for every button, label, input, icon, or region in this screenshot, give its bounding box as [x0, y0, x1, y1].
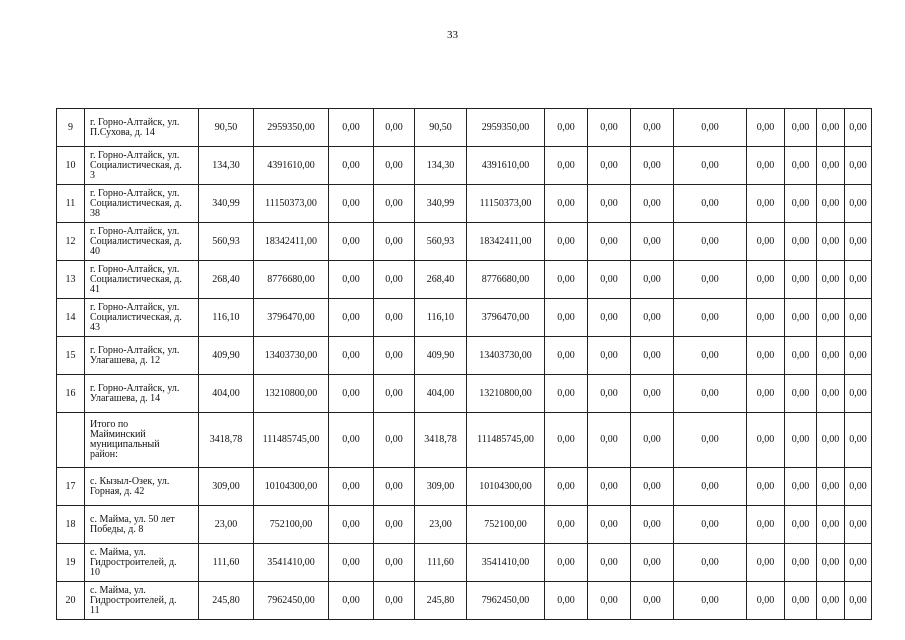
- area-cell: 560,93: [415, 223, 467, 261]
- cost-cell: 10104300,00: [467, 468, 545, 506]
- zero-cell: 0,00: [329, 223, 374, 261]
- zero-cell: 0,00: [545, 468, 588, 506]
- zero-cell: 0,00: [329, 506, 374, 544]
- zero-cell: 0,00: [785, 582, 817, 620]
- cost-cell: 7962450,00: [254, 582, 329, 620]
- zero-cell: 0,00: [588, 506, 631, 544]
- zero-cell: 0,00: [817, 261, 845, 299]
- cost-cell: 111485745,00: [254, 413, 329, 468]
- zero-cell: 0,00: [785, 506, 817, 544]
- zero-cell: 0,00: [747, 468, 785, 506]
- address-cell: с. Майма, ул. Гидростроителей, д. 11: [85, 582, 199, 620]
- zero-cell: 0,00: [674, 468, 747, 506]
- cost-cell: 3796470,00: [467, 299, 545, 337]
- zero-cell: 0,00: [785, 185, 817, 223]
- zero-cell: 0,00: [631, 109, 674, 147]
- page-number: 33: [447, 29, 458, 41]
- zero-cell: 0,00: [588, 185, 631, 223]
- row-number-cell: 10: [57, 147, 85, 185]
- address-cell: г. Горно-Алтайск, ул. Улагашева, д. 14: [85, 375, 199, 413]
- row-number-cell: 18: [57, 506, 85, 544]
- area-cell: 309,00: [199, 468, 254, 506]
- area-cell: 134,30: [199, 147, 254, 185]
- table-row: [57, 544, 872, 582]
- zero-cell: 0,00: [747, 109, 785, 147]
- area-cell: 23,00: [199, 506, 254, 544]
- cost-cell: 2959350,00: [254, 109, 329, 147]
- housing-cost-table: [56, 108, 872, 620]
- zero-cell: 0,00: [817, 223, 845, 261]
- zero-cell: 0,00: [329, 413, 374, 468]
- zero-cell: 0,00: [747, 299, 785, 337]
- zero-cell: 0,00: [588, 468, 631, 506]
- area-cell: 268,40: [415, 261, 467, 299]
- zero-cell: 0,00: [817, 582, 845, 620]
- zero-cell: 0,00: [545, 185, 588, 223]
- area-cell: 111,60: [199, 544, 254, 582]
- cost-cell: 3541410,00: [254, 544, 329, 582]
- cost-cell: 7962450,00: [467, 582, 545, 620]
- subtotal-row: [57, 413, 872, 468]
- table-row: [57, 468, 872, 506]
- cost-cell: 18342411,00: [254, 223, 329, 261]
- zero-cell: 0,00: [845, 506, 872, 544]
- cost-cell: 752100,00: [254, 506, 329, 544]
- zero-cell: 0,00: [631, 185, 674, 223]
- row-number-cell: 13: [57, 261, 85, 299]
- table-row: [57, 375, 872, 413]
- area-cell: 3418,78: [199, 413, 254, 468]
- zero-cell: 0,00: [588, 299, 631, 337]
- zero-cell: 0,00: [785, 337, 817, 375]
- cost-cell: 18342411,00: [467, 223, 545, 261]
- zero-cell: 0,00: [785, 468, 817, 506]
- zero-cell: 0,00: [374, 468, 415, 506]
- row-number-cell: 20: [57, 582, 85, 620]
- area-cell: 404,00: [199, 375, 254, 413]
- cost-cell: 4391610,00: [254, 147, 329, 185]
- zero-cell: 0,00: [631, 468, 674, 506]
- zero-cell: 0,00: [674, 337, 747, 375]
- cost-cell: 13210800,00: [467, 375, 545, 413]
- zero-cell: 0,00: [845, 147, 872, 185]
- zero-cell: 0,00: [374, 506, 415, 544]
- zero-cell: 0,00: [747, 337, 785, 375]
- area-cell: 560,93: [199, 223, 254, 261]
- zero-cell: 0,00: [329, 582, 374, 620]
- zero-cell: 0,00: [631, 375, 674, 413]
- area-cell: 116,10: [199, 299, 254, 337]
- zero-cell: 0,00: [631, 299, 674, 337]
- cost-cell: 111485745,00: [467, 413, 545, 468]
- row-number-cell: 14: [57, 299, 85, 337]
- zero-cell: 0,00: [588, 582, 631, 620]
- zero-cell: 0,00: [374, 147, 415, 185]
- zero-cell: 0,00: [329, 337, 374, 375]
- area-cell: 23,00: [415, 506, 467, 544]
- cost-cell: 13210800,00: [254, 375, 329, 413]
- zero-cell: 0,00: [817, 337, 845, 375]
- table-row: [57, 582, 872, 620]
- zero-cell: 0,00: [588, 109, 631, 147]
- zero-cell: 0,00: [785, 147, 817, 185]
- zero-cell: 0,00: [631, 413, 674, 468]
- zero-cell: 0,00: [845, 413, 872, 468]
- area-cell: 245,80: [199, 582, 254, 620]
- row-number-cell: 12: [57, 223, 85, 261]
- zero-cell: 0,00: [588, 375, 631, 413]
- area-cell: 340,99: [199, 185, 254, 223]
- cost-cell: 8776680,00: [467, 261, 545, 299]
- zero-cell: 0,00: [545, 261, 588, 299]
- zero-cell: 0,00: [374, 582, 415, 620]
- zero-cell: 0,00: [817, 185, 845, 223]
- zero-cell: 0,00: [845, 223, 872, 261]
- zero-cell: 0,00: [374, 337, 415, 375]
- zero-cell: 0,00: [374, 299, 415, 337]
- area-cell: 116,10: [415, 299, 467, 337]
- area-cell: 90,50: [415, 109, 467, 147]
- address-cell: г. Горно-Алтайск, ул. П.Сухова, д. 14: [85, 109, 199, 147]
- zero-cell: 0,00: [545, 375, 588, 413]
- zero-cell: 0,00: [588, 261, 631, 299]
- zero-cell: 0,00: [817, 506, 845, 544]
- zero-cell: 0,00: [588, 337, 631, 375]
- zero-cell: 0,00: [674, 299, 747, 337]
- area-cell: 134,30: [415, 147, 467, 185]
- address-cell: г. Горно-Алтайск, ул. Социалистическая, д. 40: [85, 223, 199, 261]
- address-cell: г. Горно-Алтайск, ул. Социалистическая, д. 43: [85, 299, 199, 337]
- table-row: [57, 506, 872, 544]
- zero-cell: 0,00: [631, 223, 674, 261]
- zero-cell: 0,00: [588, 413, 631, 468]
- table-row: [57, 147, 872, 185]
- zero-cell: 0,00: [631, 147, 674, 185]
- zero-cell: 0,00: [545, 109, 588, 147]
- zero-cell: 0,00: [845, 582, 872, 620]
- zero-cell: 0,00: [674, 185, 747, 223]
- zero-cell: 0,00: [845, 261, 872, 299]
- area-cell: 409,90: [415, 337, 467, 375]
- row-number-cell: 15: [57, 337, 85, 375]
- zero-cell: 0,00: [845, 544, 872, 582]
- cost-cell: 3796470,00: [254, 299, 329, 337]
- cost-cell: 13403730,00: [254, 337, 329, 375]
- zero-cell: 0,00: [545, 299, 588, 337]
- zero-cell: 0,00: [747, 506, 785, 544]
- cost-cell: 2959350,00: [467, 109, 545, 147]
- zero-cell: 0,00: [545, 413, 588, 468]
- area-cell: 309,00: [415, 468, 467, 506]
- zero-cell: 0,00: [545, 544, 588, 582]
- zero-cell: 0,00: [817, 544, 845, 582]
- zero-cell: 0,00: [785, 299, 817, 337]
- row-number-cell: [57, 413, 85, 468]
- zero-cell: 0,00: [545, 337, 588, 375]
- zero-cell: 0,00: [747, 413, 785, 468]
- zero-cell: 0,00: [588, 223, 631, 261]
- cost-cell: 8776680,00: [254, 261, 329, 299]
- zero-cell: 0,00: [545, 147, 588, 185]
- zero-cell: 0,00: [329, 109, 374, 147]
- zero-cell: 0,00: [817, 468, 845, 506]
- zero-cell: 0,00: [817, 147, 845, 185]
- zero-cell: 0,00: [374, 261, 415, 299]
- cost-cell: 11150373,00: [467, 185, 545, 223]
- zero-cell: 0,00: [674, 261, 747, 299]
- zero-cell: 0,00: [631, 337, 674, 375]
- zero-cell: 0,00: [329, 261, 374, 299]
- zero-cell: 0,00: [747, 185, 785, 223]
- zero-cell: 0,00: [329, 299, 374, 337]
- zero-cell: 0,00: [845, 468, 872, 506]
- zero-cell: 0,00: [845, 375, 872, 413]
- zero-cell: 0,00: [817, 375, 845, 413]
- zero-cell: 0,00: [674, 544, 747, 582]
- zero-cell: 0,00: [674, 413, 747, 468]
- table-row: [57, 337, 872, 375]
- zero-cell: 0,00: [785, 223, 817, 261]
- zero-cell: 0,00: [747, 375, 785, 413]
- table-row: [57, 223, 872, 261]
- cost-cell: 11150373,00: [254, 185, 329, 223]
- zero-cell: 0,00: [374, 223, 415, 261]
- zero-cell: 0,00: [674, 506, 747, 544]
- address-cell: г. Горно-Алтайск, ул. Социалистическая, д. 41: [85, 261, 199, 299]
- zero-cell: 0,00: [747, 261, 785, 299]
- table-row: [57, 109, 872, 147]
- table-row: [57, 261, 872, 299]
- zero-cell: 0,00: [545, 506, 588, 544]
- zero-cell: 0,00: [588, 147, 631, 185]
- zero-cell: 0,00: [845, 337, 872, 375]
- zero-cell: 0,00: [631, 544, 674, 582]
- zero-cell: 0,00: [747, 147, 785, 185]
- cost-cell: 4391610,00: [467, 147, 545, 185]
- zero-cell: 0,00: [817, 299, 845, 337]
- zero-cell: 0,00: [329, 147, 374, 185]
- zero-cell: 0,00: [545, 223, 588, 261]
- zero-cell: 0,00: [747, 582, 785, 620]
- zero-cell: 0,00: [674, 375, 747, 413]
- cost-cell: 10104300,00: [254, 468, 329, 506]
- zero-cell: 0,00: [329, 468, 374, 506]
- zero-cell: 0,00: [817, 413, 845, 468]
- zero-cell: 0,00: [631, 506, 674, 544]
- zero-cell: 0,00: [374, 544, 415, 582]
- zero-cell: 0,00: [374, 375, 415, 413]
- area-cell: 340,99: [415, 185, 467, 223]
- zero-cell: 0,00: [374, 413, 415, 468]
- cost-cell: 13403730,00: [467, 337, 545, 375]
- area-cell: 111,60: [415, 544, 467, 582]
- zero-cell: 0,00: [845, 185, 872, 223]
- row-number-cell: 9: [57, 109, 85, 147]
- area-cell: 90,50: [199, 109, 254, 147]
- row-number-cell: 19: [57, 544, 85, 582]
- zero-cell: 0,00: [674, 223, 747, 261]
- zero-cell: 0,00: [674, 582, 747, 620]
- area-cell: 3418,78: [415, 413, 467, 468]
- zero-cell: 0,00: [747, 223, 785, 261]
- area-cell: 409,90: [199, 337, 254, 375]
- zero-cell: 0,00: [785, 109, 817, 147]
- address-cell: г. Горно-Алтайск, ул. Улагашева, д. 12: [85, 337, 199, 375]
- zero-cell: 0,00: [817, 109, 845, 147]
- zero-cell: 0,00: [631, 261, 674, 299]
- table-row: [57, 299, 872, 337]
- row-number-cell: 11: [57, 185, 85, 223]
- zero-cell: 0,00: [329, 544, 374, 582]
- address-cell: с. Майма, ул. Гидростроителей, д. 10: [85, 544, 199, 582]
- zero-cell: 0,00: [329, 375, 374, 413]
- zero-cell: 0,00: [674, 147, 747, 185]
- zero-cell: 0,00: [785, 375, 817, 413]
- address-cell: г. Горно-Алтайск, ул. Социалистическая, д. 38: [85, 185, 199, 223]
- row-number-cell: 17: [57, 468, 85, 506]
- area-cell: 268,40: [199, 261, 254, 299]
- area-cell: 245,80: [415, 582, 467, 620]
- zero-cell: 0,00: [588, 544, 631, 582]
- zero-cell: 0,00: [747, 544, 785, 582]
- address-cell: с. Кызыл-Озек, ул. Горная, д. 42: [85, 468, 199, 506]
- cost-cell: 752100,00: [467, 506, 545, 544]
- zero-cell: 0,00: [374, 185, 415, 223]
- cost-cell: 3541410,00: [467, 544, 545, 582]
- zero-cell: 0,00: [545, 582, 588, 620]
- zero-cell: 0,00: [329, 185, 374, 223]
- address-cell: г. Горно-Алтайск, ул. Социалистическая, д. 3: [85, 147, 199, 185]
- table-body: [57, 109, 872, 620]
- address-cell: Итого по Майминский муниципальный район:: [85, 413, 199, 468]
- area-cell: 404,00: [415, 375, 467, 413]
- address-cell: с. Майма, ул. 50 лет Победы, д. 8: [85, 506, 199, 544]
- zero-cell: 0,00: [785, 544, 817, 582]
- zero-cell: 0,00: [845, 109, 872, 147]
- row-number-cell: 16: [57, 375, 85, 413]
- zero-cell: 0,00: [674, 109, 747, 147]
- table-row: [57, 185, 872, 223]
- zero-cell: 0,00: [785, 413, 817, 468]
- zero-cell: 0,00: [845, 299, 872, 337]
- zero-cell: 0,00: [785, 261, 817, 299]
- zero-cell: 0,00: [631, 582, 674, 620]
- zero-cell: 0,00: [374, 109, 415, 147]
